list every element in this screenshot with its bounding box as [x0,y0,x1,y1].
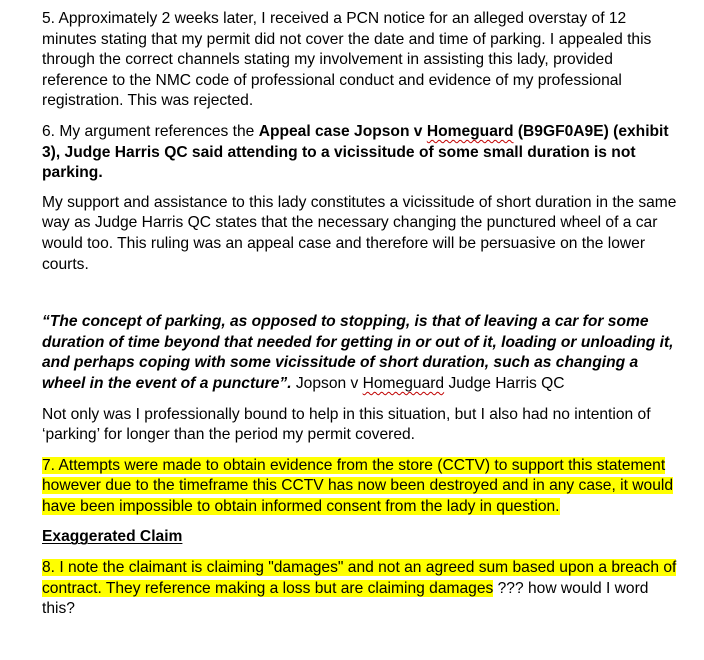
paragraph-8-rest-text: ??? how would I word this? [42,579,649,618]
not-only-paragraph [42,405,682,446]
quote-citation-b: Judge Harris QC [444,374,565,392]
paragraph-7-highlighted-text: 7. Attempts were made to obtain evidence from the store (CCTV) to support this statement however due to the timeframe this CCTV has now been destroyed and in any case, it would have been impossible to obtain informed consent from the lady in question. [42,456,674,515]
document-body [42,9,682,620]
section-heading [42,527,682,548]
not-only-paragraph-text: Not only was I professionally bound to help in this situation, but I also had no intention of ‘parking’ for longer than the period my permit covered. [42,405,651,444]
support-paragraph-text: My support and assistance to this lady constitutes a vicissitude of short duration in the same way as Judge Harris QC states that the necessary changing the punctured wheel of a car would too. This ruling was an appeal case and therefore will be persuasive on the lower courts. [42,193,677,273]
appeal-case-party-name: Homeguard [426,122,514,140]
paragraph-7 [42,456,682,518]
paragraph-5 [42,9,682,112]
exaggerated-claim-heading: Exaggerated Claim [42,528,183,546]
quote-paragraph [42,312,682,394]
quote-citation-a: Jopson v [291,374,363,392]
paragraph-6 [42,122,682,184]
quote-text: “The concept of parking, as opposed to stopping, is that of leaving a car for some duration of time beyond that needed for getting in or out of it, loading or unloading it, and perhaps coping with some vicissitude of short duration, such as changing a wheel in the event of a puncture”. [42,313,674,392]
appeal-case-text-b: (B9GF0A9E) (exhibit 3), Judge Harris QC said attending to a vicissitude of some small duration is not parking. [42,122,669,182]
paragraph-5-text: 5. Approximately 2 weeks later, I received a PCN notice for an alleged overstay of 12 minutes stating that my permit did not cover the date and time of parking. I appealed this through the correct channels stating my involvement in assisting this lady, provided reference to the NMC code of professional conduct and evidence of my professional registration. This was rejected. [42,10,652,110]
paragraph-8-highlighted-text: 8. I note the claimant is claiming "damages" and not an agreed sum based upon a breach of contract. They reference making a loss but are claiming damages [42,559,677,597]
appeal-case-text-a: Appeal case Jopson v [258,122,427,140]
quote-citation-party-name: Homeguard [362,374,445,392]
paragraph-6-prefix: 6. My argument references the [42,122,259,140]
paragraph-8 [42,558,682,620]
support-paragraph [42,193,682,275]
